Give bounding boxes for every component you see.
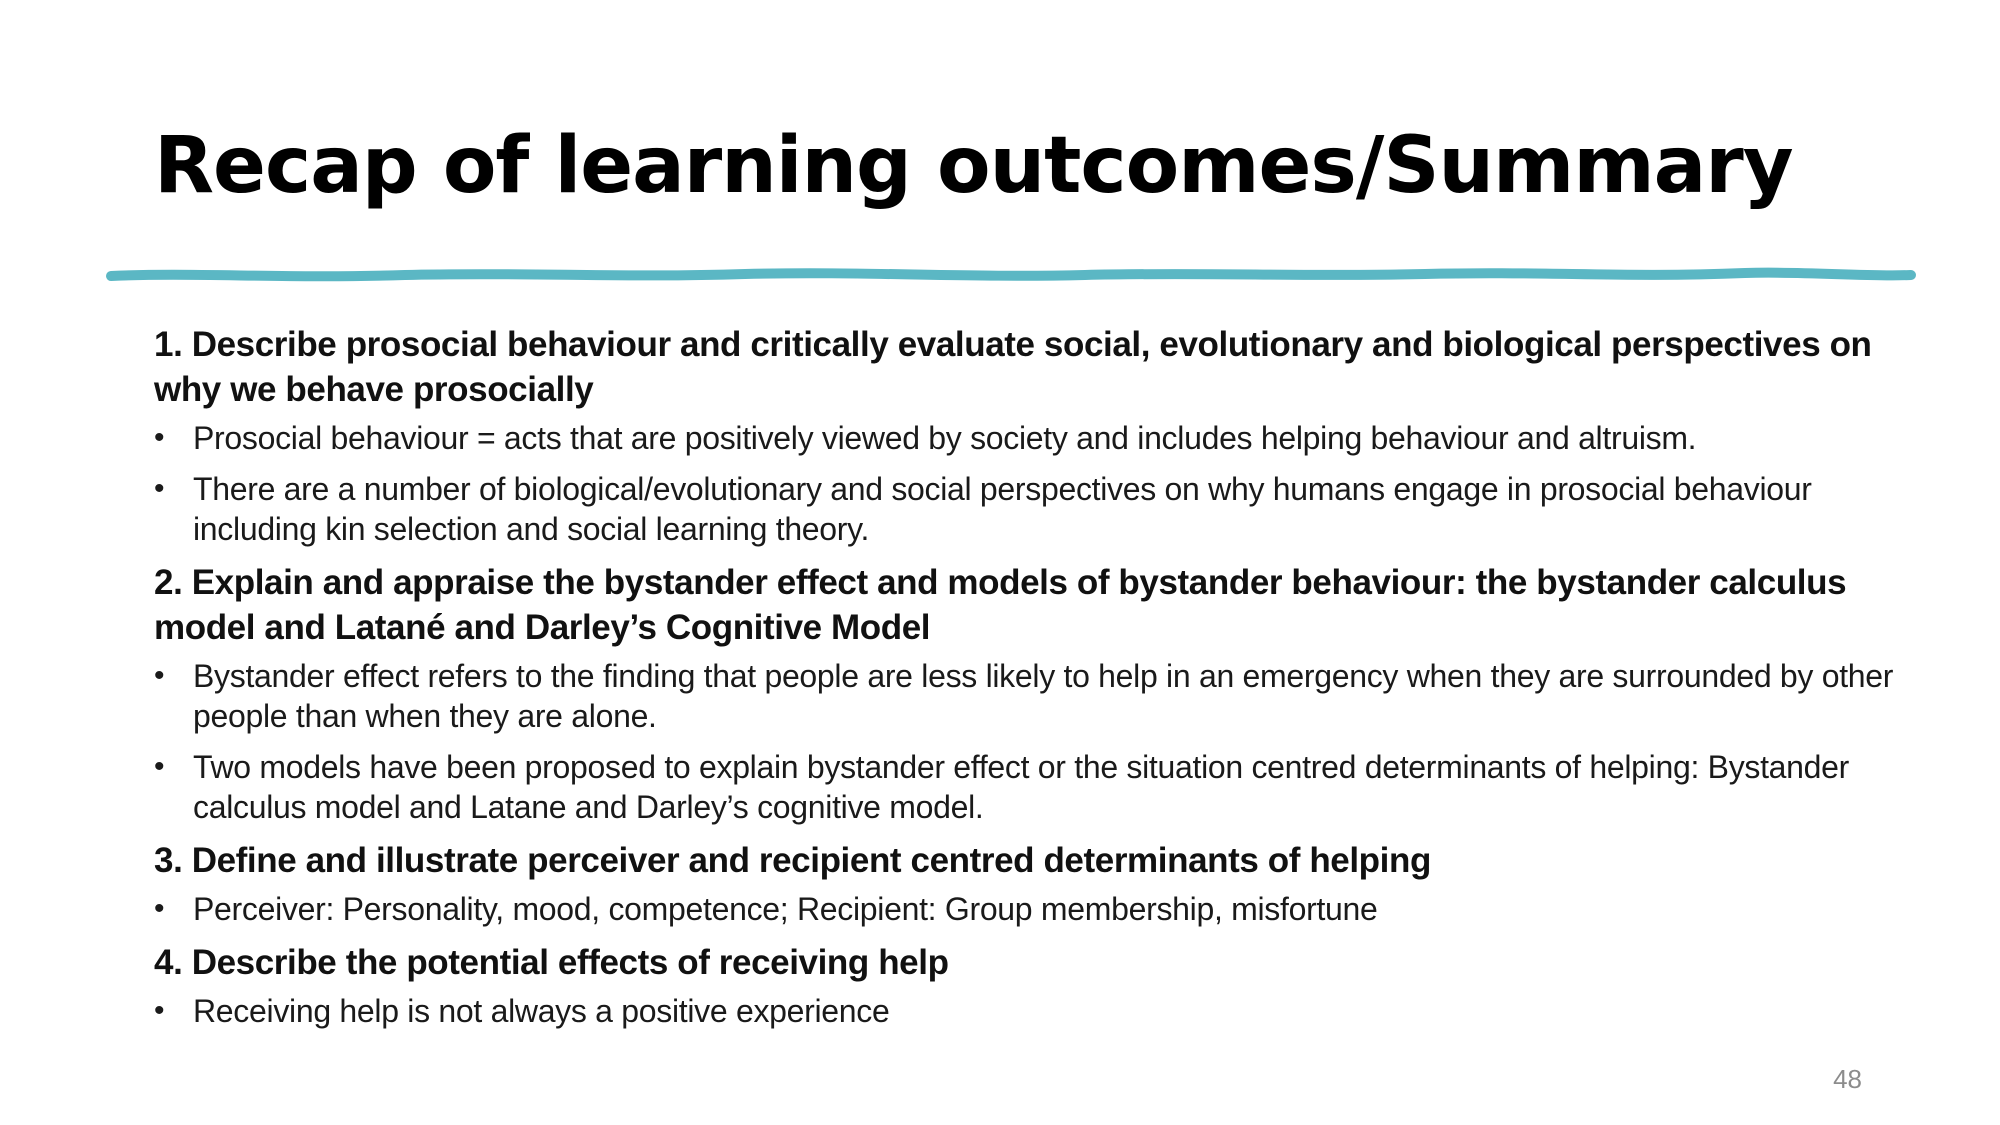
bullet-icon: • — [154, 659, 165, 692]
title-underline — [105, 262, 1917, 290]
bullet-text: Prosocial behaviour = acts that are positively viewed by society and includes helping behaviour and altruism. — [193, 420, 1697, 456]
bullet-item — [154, 418, 1894, 458]
bullet-list — [154, 889, 1894, 929]
bullet-item — [154, 656, 1894, 736]
bullet-item — [154, 991, 1894, 1031]
outcome-heading: 4. Describe the potential effects of receiving help — [154, 943, 949, 982]
bullet-item — [154, 747, 1894, 827]
summary-content — [154, 322, 1894, 1042]
bullet-text: Perceiver: Personality, mood, competence; Recipient: Group membership, misfortune — [193, 891, 1378, 927]
bullet-list — [154, 656, 1894, 827]
outcome-heading: 2. Explain and appraise the bystander effect and models of bystander behaviour: the bystander calculus model and Latané and Darley’s Cognitive Model — [154, 563, 1847, 647]
bullet-item — [154, 889, 1894, 929]
bullet-icon: • — [154, 750, 165, 783]
bullet-list — [154, 991, 1894, 1031]
slide-title: Recap of learning outcomes/Summary — [154, 121, 1793, 211]
bullet-icon: • — [154, 472, 165, 505]
outcome-section-2 — [154, 560, 1894, 827]
outcome-section-4 — [154, 940, 1894, 1031]
outcome-section-1 — [154, 322, 1894, 549]
bullet-item — [154, 469, 1894, 549]
outcome-section-3 — [154, 838, 1894, 929]
bullet-list — [154, 418, 1894, 549]
bullet-icon: • — [154, 892, 165, 925]
bullet-text: Receiving help is not always a positive experience — [193, 993, 890, 1029]
bullet-text: Two models have been proposed to explain bystander effect or the situation centred determinants of helping: Bystander calculus model and Latane and Darley’s cognitive model. — [193, 749, 1850, 825]
bullet-text: There are a number of biological/evolutionary and social perspectives on why humans engage in prosocial behaviour including kin selection and social learning theory. — [193, 471, 1812, 547]
outcome-heading: 3. Define and illustrate perceiver and recipient centred determinants of helping — [154, 841, 1431, 880]
bullet-icon: • — [154, 994, 165, 1027]
page-number: 48 — [1833, 1064, 1862, 1094]
bullet-text: Bystander effect refers to the finding that people are less likely to help in an emergency when they are surrounded by other people than when they are alone. — [193, 658, 1894, 734]
outcome-heading: 1. Describe prosocial behaviour and critically evaluate social, evolutionary and biological perspectives on why we behave prosocially — [154, 325, 1872, 409]
bullet-icon: • — [154, 421, 165, 454]
